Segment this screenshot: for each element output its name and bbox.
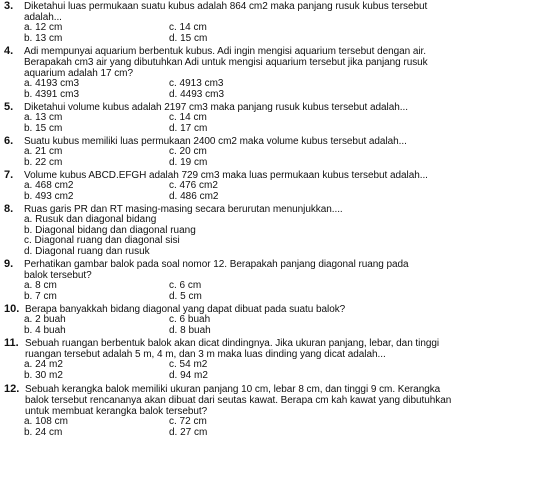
option-a: a. 4193 cm3 (24, 78, 80, 89)
option-d: d. 27 cm (169, 426, 208, 438)
answer-options (4, 23, 536, 44)
question-number: 10. (4, 303, 20, 315)
question-3 (4, 1, 536, 44)
answer-options (4, 113, 536, 134)
option-d: d. 8 buah (169, 324, 211, 336)
option-c: c. 476 cm2 (169, 180, 218, 191)
option-d: d. 4493 cm3 (169, 88, 225, 100)
question-12 (4, 384, 536, 438)
option-a: a. 12 cm (24, 22, 63, 33)
answer-options (4, 315, 536, 336)
option-c: c. 20 cm (169, 146, 207, 157)
question-8 (4, 204, 536, 257)
option-b: b. 4 buah (24, 324, 66, 336)
question-text: Suatu kubus memiliki luas permukaan 2400 cm2 maka volume kubus tersebut adalah... (24, 136, 407, 147)
option-a: a. 108 cm (24, 416, 68, 427)
option-d: d. 19 cm (169, 156, 208, 168)
option-b: b. 493 cm2 (24, 190, 74, 202)
answer-options (4, 417, 536, 438)
option-b: b. 15 cm (24, 122, 63, 134)
answer-options (4, 360, 536, 381)
question-text: Perhatikan gambar balok pada soal nomor 12. Berapakah panjang diagonal ruang pada balok tersebut? (24, 259, 409, 281)
answer-options (4, 281, 536, 302)
option-a: a. 8 cm (24, 280, 57, 291)
answer-options (4, 79, 536, 100)
option-a: a. 468 cm2 (24, 180, 74, 191)
question-11 (4, 338, 536, 381)
answer-options (4, 147, 536, 168)
option-b: b. 13 cm (24, 32, 63, 44)
question-number: 9. (4, 258, 14, 270)
option-c: c. 14 cm (169, 22, 207, 33)
question-text: Sebuah kerangka balok memiliki ukuran panjang 10 cm, lebar 8 cm, dan tinggi 9 cm. Kerangka balok tersebut rencananya akan dibuat dari seutas kawat. Berapa cm kah kawat yang dibutuhkan untuk membuat kerangka balok tersebut? (25, 384, 452, 417)
question-text: Adi mempunyai aquarium berbentuk kubus. Adi ingin mengisi aquarium tersebut dengan air. Berapakah cm3 air yang dibutuhkan Adi untuk mengisi aquarium tersebut jika panjang rusuk aquarium adalah 17 cm? (24, 46, 428, 79)
question-4 (4, 46, 536, 100)
option-a: a. 2 buah (24, 314, 66, 325)
question-number: 8. (4, 203, 14, 215)
question-6 (4, 136, 536, 168)
question-5 (4, 102, 536, 134)
option-b: b. Diagonal bidang dan diagonal ruang (24, 224, 196, 236)
option-c: c. 14 cm (169, 112, 207, 123)
option-b: b. 24 cm (24, 426, 63, 438)
question-text: Berapa banyakkah bidang diagonal yang dapat dibuat pada suatu balok? (25, 304, 346, 315)
option-d: d. 5 cm (169, 290, 202, 302)
question-text: Sebuah ruangan berbentuk balok akan dicat dindingnya. Jika ukuran panjang, lebar, dan tinggi ruangan tersebut adalah 5 m, 4 m, dan 3 m maka luas dinding yang dicat adalah... (25, 338, 440, 360)
option-c: c. Diagonal ruang dan diagonal sisi (24, 235, 180, 246)
option-c: c. 54 m2 (169, 359, 208, 370)
option-d: d. 17 cm (169, 122, 208, 134)
question-9 (4, 259, 536, 302)
option-c: c. 6 buah (169, 314, 211, 325)
answer-options (4, 181, 536, 202)
question-number: 12. (4, 383, 20, 395)
option-d: d. 486 cm2 (169, 190, 219, 202)
option-a: a. 24 m2 (24, 359, 63, 370)
option-d: d. 94 m2 (169, 369, 208, 381)
option-b: b. 22 cm (24, 156, 63, 168)
question-7 (4, 170, 536, 202)
answer-options (4, 215, 536, 257)
question-number: 4. (4, 45, 14, 57)
option-c: c. 6 cm (169, 280, 202, 291)
option-b: b. 30 m2 (24, 369, 63, 381)
question-number: 6. (4, 135, 14, 147)
option-b: b. 7 cm (24, 290, 57, 302)
option-b: b. 4391 cm3 (24, 88, 80, 100)
question-10 (4, 304, 536, 336)
question-number: 5. (4, 101, 14, 113)
question-text: Ruas garis PR dan RT masing-masing secara berurutan menunjukkan.... (24, 204, 343, 215)
option-d: d. 15 cm (169, 32, 208, 44)
option-d: d. Diagonal ruang dan rusuk (24, 245, 150, 257)
question-text: Diketahui luas permukaan suatu kubus adalah 864 cm2 maka panjang rusuk kubus tersebut adalah... (24, 1, 428, 23)
question-number: 7. (4, 169, 14, 181)
option-a: a. Rusuk dan diagonal bidang (24, 214, 157, 225)
question-text: Volume kubus ABCD.EFGH adalah 729 cm3 maka luas permukaan kubus tersebut adalah... (24, 170, 428, 181)
option-c: c. 4913 cm3 (169, 78, 224, 89)
question-number: 11. (4, 337, 19, 349)
option-a: a. 21 cm (24, 146, 63, 157)
question-number: 3. (4, 0, 14, 12)
option-a: a. 13 cm (24, 112, 63, 123)
option-c: c. 72 cm (169, 416, 207, 427)
question-text: Diketahui volume kubus adalah 2197 cm3 maka panjang rusuk kubus tersebut adalah... (24, 102, 408, 113)
